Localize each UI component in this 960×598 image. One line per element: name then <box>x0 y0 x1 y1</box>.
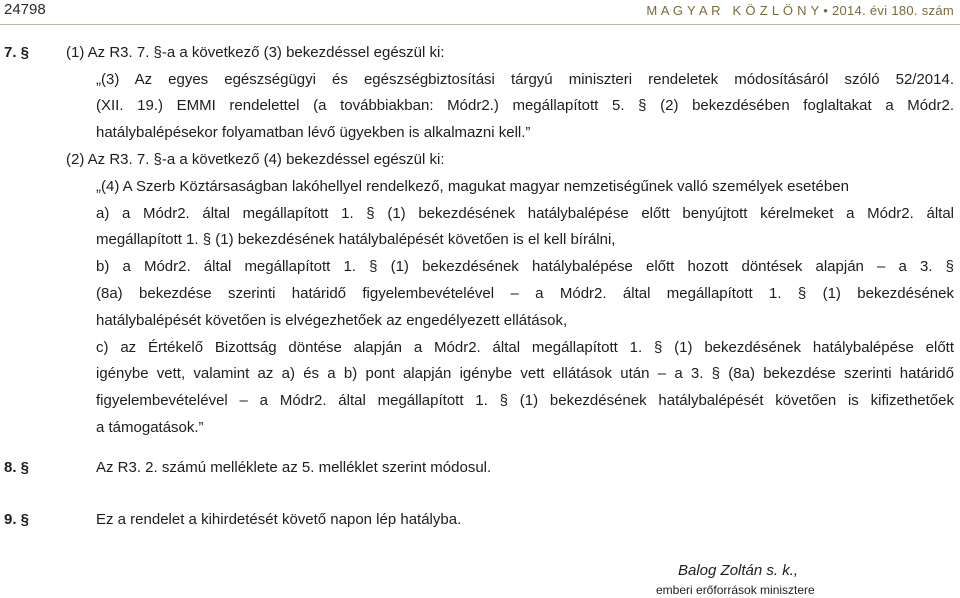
section-7-quote-1-line-2: (XII. 19.) EMMI rendelettel (a továbbiakban: Módr2.) megállapított 5. § (2) bekezdésében foglaltakat a Módr2. <box>96 97 954 114</box>
section-7-quote-2-line-3: megállapított 1. § (1) bekezdésének hatálybalépését követően is el kell bírálni, <box>96 231 616 248</box>
section-7-quote-2-line-8: igénybe vett, valamint az a) és a b) pont alapján igénybe vett ellátások után – a 3. § (8a) bekezdése szerinti határidő <box>96 365 954 382</box>
section-7-quote-2-line-10: a támogatások.” <box>96 419 204 436</box>
section-7-marker: 7. § <box>4 44 30 61</box>
section-7-quote-2-line-6: hatálybalépését követően is elvégezhetőek az engedélyezett ellátások, <box>96 312 568 329</box>
issue-info: 2014. évi 180. szám <box>831 3 954 18</box>
section-7-quote-1-line-3: hatálybalépésekor folyamatban lévő ügyekben is alkalmazni kell.” <box>96 124 531 141</box>
signatory-role: emberi erőforrások minisztere <box>656 583 815 597</box>
section-9-text: Ez a rendelet a kihirdetését követő napon lép hatályba. <box>96 511 462 528</box>
section-8-marker: 8. § <box>4 459 30 476</box>
section-7-quote-2-line-4: b) a Módr2. által megállapított 1. § (1) bekezdésének hatálybalépése előtt hozott döntések alapján – a 3. § <box>96 258 954 275</box>
section-7-para-1-intro: (1) Az R3. 7. §-a a következő (3) bekezdéssel egészül ki: <box>66 44 445 61</box>
section-8-text: Az R3. 2. számú melléklete az 5. melléklet szerint módosul. <box>96 459 492 476</box>
page-number: 24798 <box>4 1 46 18</box>
section-7-quote-2-line-7: c) az Értékelő Bizottság döntése alapján a Módr2. által megállapított 1. § (1) bekezdésének hatálybalépése előtt <box>96 339 954 356</box>
section-7-quote-2-line-2: a) a Módr2. által megállapított 1. § (1) bekezdésének hatálybalépése előtt benyújtott kérelmeket a Módr2. által <box>96 205 954 222</box>
section-9-marker: 9. § <box>4 511 30 528</box>
publication-header <box>646 3 954 18</box>
section-7-quote-2-line-1: „(4) A Szerb Köztársaságban lakóhellyel rendelkező, magukat magyar nemzetiségűnek valló személyek esetében <box>96 178 849 195</box>
section-7-quote-2-line-5: (8a) bekezdése szerinti határidő figyelembevételével – a Módr2. által megállapított 1. § (1) bekezdésének <box>96 285 954 302</box>
section-7-quote-2-line-9: figyelembevételével – a Módr2. által megállapított 1. § (1) bekezdésének hatálybalépését követően is kifizethetőek <box>96 392 954 409</box>
header-rule <box>0 24 960 25</box>
separator: • <box>823 3 832 18</box>
section-7-para-2-intro: (2) Az R3. 7. §-a a következő (4) bekezdéssel egészül ki: <box>66 151 445 168</box>
signatory-name: Balog Zoltán s. k., <box>678 562 799 579</box>
publication-title: M A G Y A R K Ö Z L Ö N Y <box>646 3 820 18</box>
section-7-quote-1-line-1: „(3) Az egyes egészségügyi és egészségbiztosítási tárgyú miniszteri rendeletek módosításáról szóló 52/2014. <box>96 71 954 88</box>
